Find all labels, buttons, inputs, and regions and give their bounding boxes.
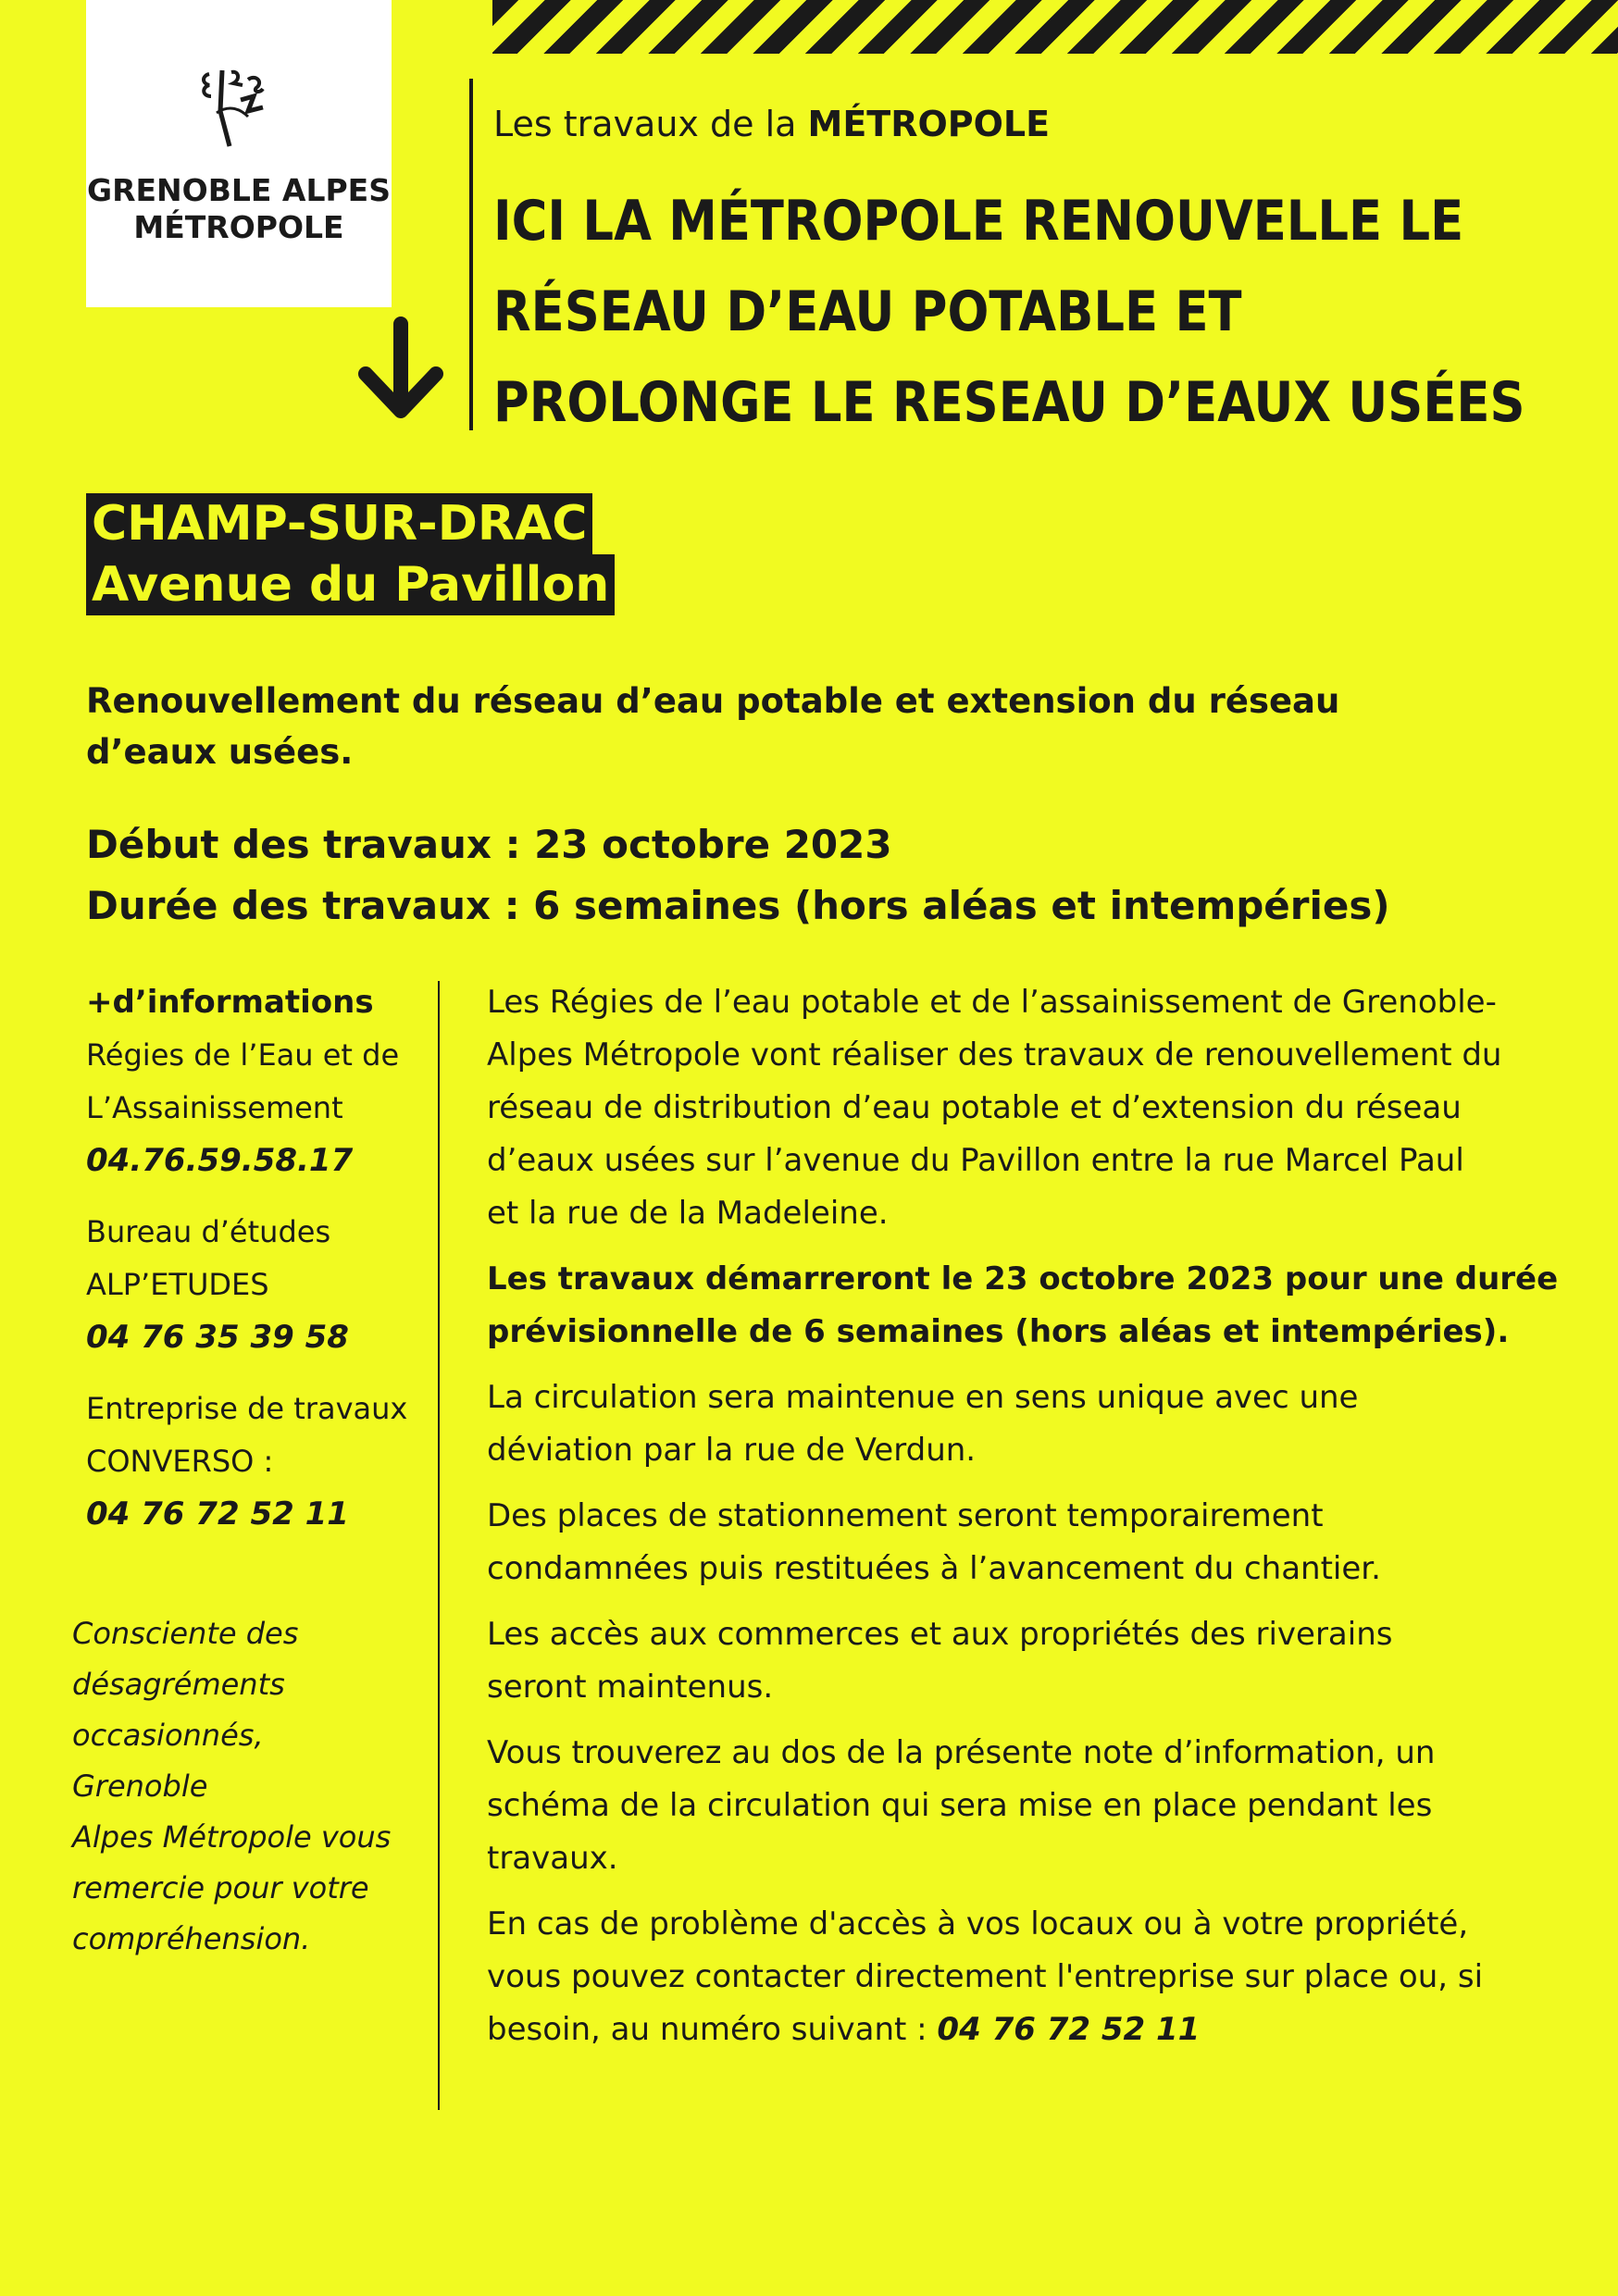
paragraph-intro [487,976,1579,1240]
location-block [86,493,615,615]
paragraph-dates [487,1253,1579,1359]
body-line: schéma de la circulation qui sera mise en place pendant les [487,1787,1433,1824]
thanks-line: remercie pour votre [72,1870,369,1905]
thanks-line: Consciente des [72,1616,299,1651]
body-line: réseau de distribution d’eau potable et d’extension du réseau [487,1089,1462,1126]
paragraph-schema [487,1727,1579,1885]
duration: Durée des travaux : 6 semaines (hors aléas et intempéries) [86,883,1390,928]
contact-title: +d’informations [86,984,374,1021]
body-line: condamnées puis restituées à l’avancement du chantier. [487,1550,1381,1587]
body-line: Des places de stationnement seront temporairement [487,1497,1324,1534]
column-divider [438,981,440,2110]
city-label: CHAMP-SUR-DRAC [86,493,592,554]
start-date: Début des travaux : 23 octobre 2023 [86,822,892,867]
paragraph-contact [487,1898,1579,2056]
thanks-line: occasionnés, Grenoble [72,1718,264,1804]
paragraph-parking [487,1490,1579,1595]
paragraph-access [487,1608,1579,1714]
contact-sidebar [86,976,419,1541]
hazard-stripe-band [492,0,1618,54]
page-title [493,176,1525,448]
logo-line-1: GRENOBLE ALPES [87,172,391,208]
contact-label: L’Assainissement [86,1090,343,1125]
body-line: vous pouvez contacter directement l'entreprise sur place ou, si [487,1958,1484,1995]
body-line: et la rue de la Madeleine. [487,1195,889,1232]
body-line: prévisionnelle de 6 semaines (hors aléas et intempéries). [487,1313,1510,1350]
body-line: Les Régies de l’eau potable et de l’assainissement de Grenoble- [487,984,1497,1021]
thanks-line: compréhension. [72,1921,311,1956]
contact-phone: 04 76 35 39 58 [86,1319,349,1356]
thanks-note [72,1608,405,1965]
contact-label: ALP’ETUDES [86,1267,269,1302]
body-line: travaux. [487,1840,618,1877]
works-dates [86,814,1567,937]
body-line: Alpes Métropole vont réaliser des travaux de renouvellement du [487,1036,1502,1074]
body-line: d’eaux usées sur l’avenue du Pavillon entre la rue Marcel Paul [487,1142,1464,1179]
body-line: besoin, au numéro suivant : [487,2011,938,2048]
contact-label: CONVERSO : [86,1444,274,1479]
contact-label: Régies de l’Eau et de [86,1037,400,1073]
body-line: seront maintenus. [487,1669,774,1706]
main-text [487,976,1579,2069]
body-line: En cas de problème d'accès à vos locaux ou à votre propriété, [487,1905,1469,1942]
contact-label: Entreprise de travaux [86,1391,408,1426]
title-line: ICI LA MÉTROPOLE RENOUVELLE LE [493,189,1464,254]
header-divider [469,79,473,430]
contact-label: Bureau d’études [86,1214,331,1249]
body-line: Les accès aux commerces et aux propriétés des riverains [487,1616,1393,1653]
paragraph-traffic [487,1371,1579,1477]
arrow-down-icon [355,316,447,428]
thanks-line: désagréments [72,1667,285,1702]
body-line: déviation par la rue de Verdun. [487,1432,977,1469]
logo-line-2: MÉTROPOLE [133,209,344,245]
body-line: Vous trouverez au dos de la présente note d’information, un [487,1734,1436,1771]
body-line: La circulation sera maintenue en sens unique avec une [487,1379,1359,1416]
kicker-prefix: Les travaux de la [493,104,797,144]
thanks-line: Alpes Métropole vous [72,1819,392,1855]
contact-phone: 04 76 72 52 11 [86,1496,349,1533]
works-summary: Renouvellement du réseau d’eau potable et extension du réseau d’eaux usées. [86,681,1340,772]
header-kicker [493,104,1050,144]
title-line: RÉSEAU D’EAU POTABLE ET [493,279,1242,344]
grenoble-alpes-metropole-logo-icon [174,54,304,155]
kicker-bold: MÉTROPOLE [807,104,1051,144]
contact-phone: 04 76 72 52 11 [937,2011,1201,2048]
body-line: Les travaux démarreront le 23 octobre 2023 pour une durée [487,1260,1559,1297]
contact-phone: 04.76.59.58.17 [86,1142,354,1179]
logo [86,0,392,307]
title-line: PROLONGE LE RESEAU D’EAUX USÉES [493,370,1525,435]
street-label: Avenue du Pavillon [86,554,615,615]
